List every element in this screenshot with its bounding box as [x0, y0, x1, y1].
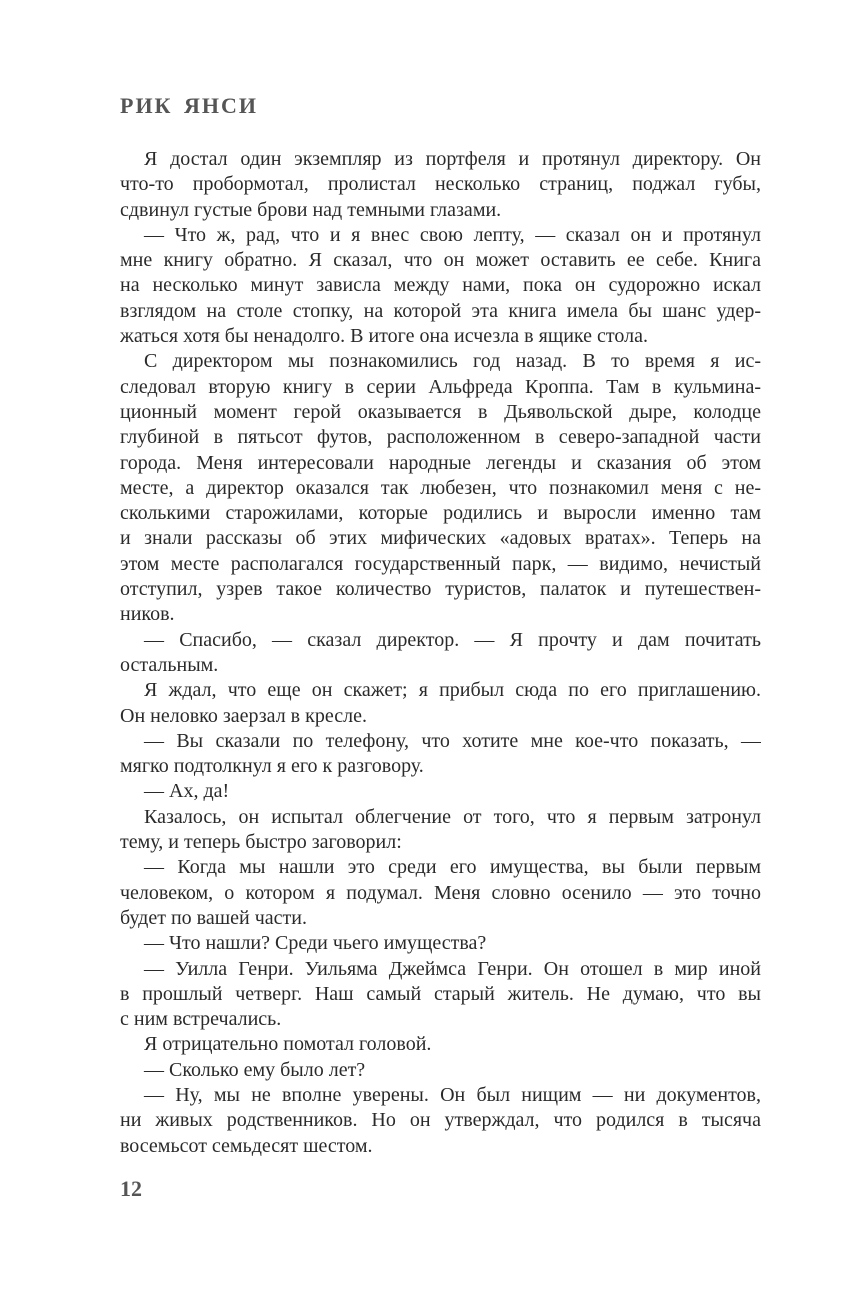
text-line: Казалось, он испытал облегчение от того, что я первым затронул [144, 805, 761, 828]
text-line: следовал вторую книгу в серии Альфреда Кроппа. Там в кульмина- [120, 375, 761, 398]
text-line: с ним встречались. [120, 1008, 282, 1031]
running-head-author: РИК ЯНСИ [120, 93, 259, 118]
text-line: жаться хотя бы ненадолго. В итоге она исчезла в ящике стола. [120, 325, 648, 348]
text-line: взглядом на столе стопку, на которой эта книга имела бы шанс удер- [120, 299, 761, 322]
text-line: — Уилла Генри. Уильяма Джеймса Генри. Он отошел в мир иной [144, 957, 761, 980]
paragraph [120, 805, 761, 856]
text-line: в прошлый четверг. Наш самый старый житель. Не думаю, что вы [120, 982, 761, 1005]
text-line: С директором мы познакомились год назад. В то время я ис- [144, 350, 761, 373]
paragraph [120, 147, 761, 223]
text-line: ни живых родственников. Но он утверждал, что родился в тысяча [120, 1109, 761, 1132]
text-line: отступил, узрев такое количество туристов, палаток и путешествен- [120, 578, 761, 601]
body-text [120, 147, 761, 1159]
text-line: сдвинул густые брови над темными глазами. [120, 198, 502, 221]
text-line: — Что нашли? Среди чьего имущества? [144, 932, 487, 955]
text-line: ционный момент герой оказывается в Дьявольской дыре, колодце [120, 400, 761, 423]
paragraph [120, 628, 761, 679]
text-line: и знали рассказы об этих мифических «адовых вратах». Теперь на [120, 527, 761, 550]
text-line: что-то пробормотал, пролистал несколько страниц, поджал губы, [120, 173, 761, 196]
text-line: ников. [120, 603, 175, 626]
paragraph [120, 678, 761, 729]
paragraph [120, 349, 761, 627]
text-line: этом месте располагался государственный парк, — видимо, нечистый [120, 552, 761, 575]
text-line: на несколько минут зависла между нами, пока он судорожно искал [120, 274, 761, 297]
text-line: — Вы сказали по телефону, что хотите мне кое-что показать, — [144, 729, 761, 752]
paragraph [120, 855, 761, 931]
text-line: мне книгу обратно. Я сказал, что он может оставить ее себе. Книга [120, 249, 761, 272]
text-line: — Спасибо, — сказал директор. — Я прочту и дам почитать [144, 628, 761, 651]
text-line: Я ждал, что еще он скажет; я прибыл сюда по его приглашению. [144, 679, 761, 702]
text-line: Он неловко заерзал в кресле. [120, 704, 367, 727]
paragraph [120, 729, 761, 780]
text-line: человеком, о котором я подумал. Меня словно осенило — это точно [120, 881, 761, 904]
text-line: тему, и теперь быстро заговорил: [120, 831, 402, 854]
paragraph [120, 1058, 761, 1083]
text-line: мягко подтолкнул я его к разговору. [120, 755, 424, 778]
text-line: Я отрицательно помотал головой. [144, 1033, 432, 1056]
text-line: будет по вашей части. [120, 906, 307, 929]
text-line: — Сколько ему было лет? [144, 1058, 366, 1081]
text-line: — Ну, мы не вполне уверены. Он был нищим — ни документов, [144, 1083, 761, 1106]
text-line: города. Меня интересовали народные легенды и сказания об этом [120, 451, 761, 474]
paragraph [120, 779, 761, 804]
text-line: — Когда мы нашли это среди его имущества, вы были первым [144, 856, 761, 879]
text-line: глубиной в пятьсот футов, расположенном в северо-западной части [120, 426, 761, 449]
text-line: — Что ж, рад, что и я внес свою лепту, — сказал он и протянул [144, 223, 761, 246]
paragraph [120, 931, 761, 956]
text-line: восемьсот семьдесят шестом. [120, 1134, 373, 1157]
text-line: — Ах, да! [144, 780, 230, 803]
text-line: сколькими старожилами, которые родились и выросли именно там [120, 502, 761, 525]
text-line: остальным. [120, 653, 219, 676]
text-line: Я достал один экземпляр из портфеля и протянул директору. Он [144, 148, 761, 170]
paragraph [120, 223, 761, 349]
page-number: 12 [120, 1176, 142, 1201]
paragraph [120, 957, 761, 1033]
text-line: месте, а директор оказался так любезен, что познакомил меня с не- [120, 476, 761, 499]
paragraph [120, 1032, 761, 1057]
paragraph [120, 1083, 761, 1159]
